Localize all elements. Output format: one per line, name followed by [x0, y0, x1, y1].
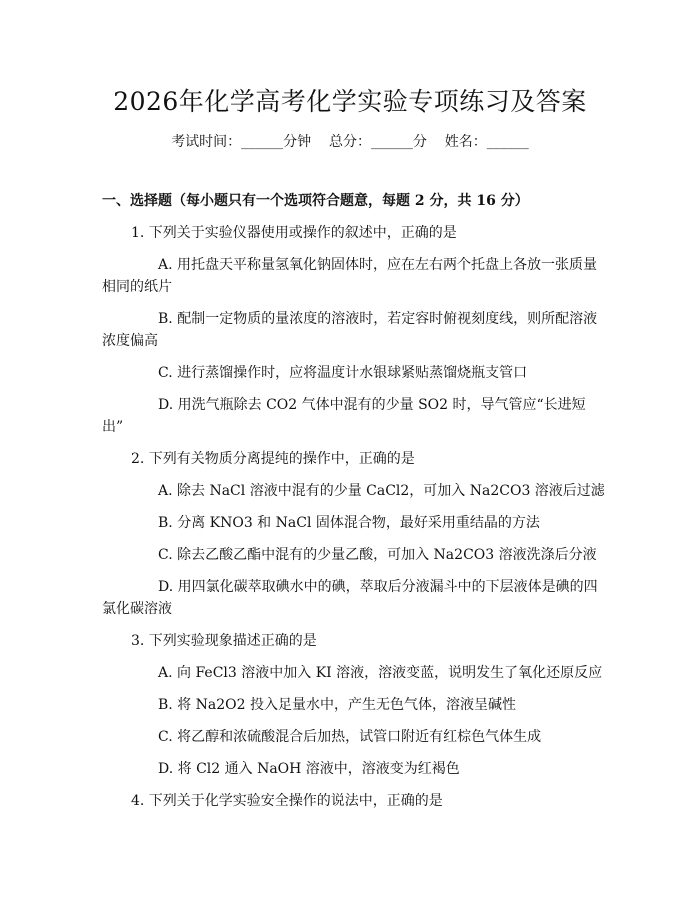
q1-option-c: C. 进行蒸馏操作时，应将温度计水银球紧贴蒸馏烧瓶支管口 — [158, 365, 528, 381]
q1-option-d-cont: 出” — [102, 419, 124, 435]
section-heading: 一、选择题（每小题只有一个选项符合题意，每题 2 分，共 16 分） — [102, 193, 529, 209]
q2-option-b: B. 分离 KNO3 和 NaCl 固体混合物，最好采用重结晶的方法 — [158, 515, 540, 531]
question-4-stem: 4. 下列关于化学实验安全操作的说法中，正确的是 — [131, 793, 443, 809]
question-1-stem: 1. 下列关于实验仪器使用或操作的叙述中，正确的是 — [131, 225, 457, 241]
q1-option-b-cont: 浓度偏高 — [102, 333, 158, 349]
q2-option-d-cont: 氯化碳溶液 — [102, 601, 172, 617]
q1-option-a-cont: 相同的纸片 — [102, 279, 172, 295]
q1-option-a: A. 用托盘天平称量氢氧化钠固体时，应在左右两个托盘上各放一张质量 — [158, 257, 598, 273]
q1-option-d: D. 用洗气瓶除去 CO2 气体中混有的少量 SO2 时，导气管应“长进短 — [158, 397, 586, 413]
q2-option-d: D. 用四氯化碳萃取碘水中的碘，萃取后分液漏斗中的下层液体是碘的四 — [158, 579, 598, 595]
q3-option-a: A. 向 FeCl3 溶液中加入 KI 溶液，溶液变蓝，说明发生了氧化还原反应 — [158, 665, 603, 681]
q3-option-b: B. 将 Na2O2 投入足量水中，产生无色气体，溶液呈碱性 — [158, 697, 516, 713]
question-2-stem: 2. 下列有关物质分离提纯的操作中，正确的是 — [131, 451, 415, 467]
document-title: 2026年化学高考化学实验专项练习及答案 — [113, 87, 587, 116]
q2-option-a: A. 除去 NaCl 溶液中混有的少量 CaCl2，可加入 Na2CO3 溶液后过滤 — [158, 483, 605, 499]
q3-option-c: C. 将乙醇和浓硫酸混合后加热，试管口附近有红棕色气体生成 — [158, 729, 542, 745]
q3-option-d: D. 将 Cl2 通入 NaOH 溶液中，溶液变为红褐色 — [158, 761, 460, 777]
q1-option-b: B. 配制一定物质的量浓度的溶液时，若定容时俯视刻度线，则所配溶液 — [158, 311, 598, 327]
exam-info-line: 考试时间：______分钟 总分：______分 姓名：______ — [171, 134, 529, 150]
q2-option-c: C. 除去乙酸乙酯中混有的少量乙酸，可加入 Na2CO3 溶液洗涤后分液 — [158, 547, 597, 563]
question-3-stem: 3. 下列实验现象描述正确的是 — [131, 633, 317, 649]
